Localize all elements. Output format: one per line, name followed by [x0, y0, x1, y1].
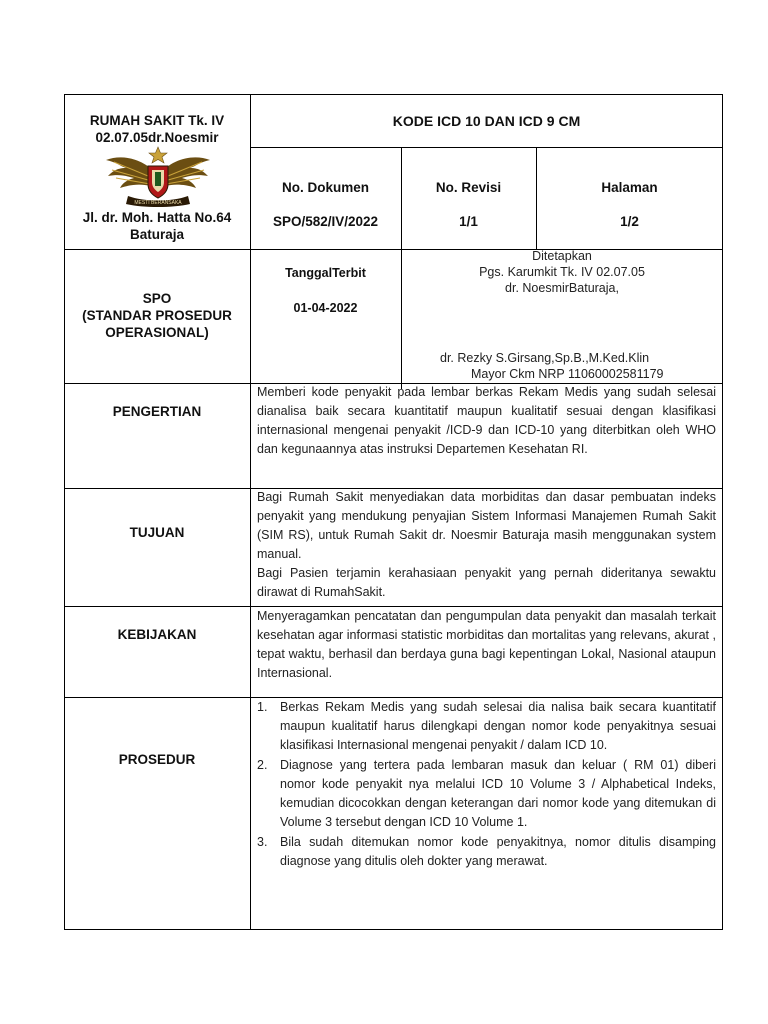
prosedur-label: PROSEDUR	[118, 752, 196, 767]
established-by-line1: Pgs. Karumkit Tk. IV 02.07.05	[479, 265, 645, 279]
established-label: Ditetapkan	[532, 249, 592, 263]
step-text: Diagnose yang tertera pada lembaran masuk dan keluar ( RM 01) diberi nomor kode penyakit nya melalui ICD 10 Volume 3 / Alphabetical Indeks, kemudian dicocokkan dengan keterangan dari nomor kode yang ditemukan di Volume 3 tersebut dengan ICD 10 Volume 1.	[280, 758, 716, 829]
tujuan-text	[257, 488, 716, 602]
pengertian-label: PENGERTIAN	[112, 404, 202, 419]
kebijakan-label: KEBIJAKAN	[117, 627, 197, 642]
spo-line2: (STANDAR PROSEDUR	[82, 308, 232, 323]
col-divider-meta-2	[536, 147, 537, 249]
revision-label: No. Revisi	[435, 180, 502, 195]
kebijakan-paragraph: Menyeragamkan pencatatan dan pengumpulan data penyakit dan masalah terkait kesehatan agar informasi statistic morbiditas dan mortalitas yang relevans, akurat , tepat waktu, berhasil dan berdaya guna bagi kepentingan Lokal, Nasional ataupun Internasional.	[257, 609, 716, 680]
spo-label	[64, 290, 250, 341]
prosedur-step	[257, 833, 716, 871]
document-title: KODE ICD 10 DAN ICD 9 CM	[392, 113, 581, 129]
step-number: 2.	[257, 758, 268, 772]
doc-no-value: SPO/582/IV/2022	[272, 214, 379, 229]
step-text: Berkas Rekam Medis yang sudah selesai dia nalisa baik secara kuantitatif maupun kualitatif harus dilengkapi dengan nomor kode penyakitnya sesuai klasifikasi Internasional mengenai penyakit / dalam ICD 10.	[280, 700, 716, 752]
revision-value: 1/1	[459, 214, 478, 229]
hospital-name-line1: RUMAH SAKIT Tk. IV	[89, 113, 225, 128]
border-bottom	[64, 929, 723, 930]
doc-no-label: No. Dokumen	[281, 180, 369, 195]
pengertian-paragraph: Memberi kode penyakit pada lembar berkas Rekam Medis yang sudah selesai dianalisa baik secara kuantitatif maupun kualitatif sesuai dengan klasifikasi internasional mengenai penyakit /ICD-9 dan ICD-10 yang diterbitkan oleh WHO dan kegunaannya atas instruksi Departemen Kesehatan RI.	[257, 385, 716, 456]
signer-block	[401, 350, 723, 382]
address-line2: Baturaja	[129, 227, 185, 242]
step-text: Bila sudah ditemukan nomor kode penyakitnya, nomor ditulis disamping diagnose yang ditulis oleh dokter yang merawat.	[280, 835, 716, 868]
pengertian-text	[257, 383, 716, 459]
spo-document	[64, 94, 723, 930]
hospital-emblem-logo	[104, 146, 212, 208]
prosedur-steps	[257, 698, 716, 871]
hospital-name-line2: 02.07.05dr.Noesmir	[95, 130, 219, 145]
tujuan-paragraph-2: Bagi Pasien terjamin kerahasiaan penyakit yang pernah dideritanya sewaktu dirawat di RumahSakit.	[257, 566, 716, 599]
spo-line1: SPO	[142, 291, 172, 306]
emblem-motto-text: MESTI BERANSAKA	[134, 200, 182, 206]
page-value: 1/2	[620, 214, 639, 229]
signer-rank: Mayor Ckm NRP 11060002581179	[471, 367, 664, 381]
prosedur-text	[257, 698, 716, 872]
hospital-name	[64, 112, 250, 146]
page-label: Halaman	[601, 180, 658, 195]
issue-date-label: TanggalTerbit	[285, 266, 366, 280]
established-by-line2: dr. NoesmirBaturaja,	[505, 281, 619, 295]
hospital-address	[64, 209, 250, 243]
kebijakan-text	[257, 607, 716, 683]
address-line1: Jl. dr. Moh. Hatta No.64	[82, 210, 232, 225]
issue-date-value: 01-04-2022	[293, 301, 358, 315]
prosedur-step	[257, 698, 716, 755]
prosedur-step	[257, 756, 716, 832]
step-number: 1.	[257, 700, 268, 714]
spo-line3: OPERASIONAL)	[105, 325, 209, 340]
signer-name: dr. Rezky S.Girsang,Sp.B.,M.Ked.Klin	[440, 351, 650, 365]
step-number: 3.	[257, 835, 268, 849]
tujuan-label: TUJUAN	[129, 525, 185, 540]
tujuan-paragraph-1: Bagi Rumah Sakit menyediakan data morbiditas dan dasar pembuatan indeks penyakit yang mendukung penyajian Sistem Informasi Manajemen Rumah Sakit (SIM RS), untuk Rumah Sakit dr. Noesmir Baturaja masih menggunakan system manual.	[257, 490, 716, 561]
established-block	[401, 248, 723, 296]
